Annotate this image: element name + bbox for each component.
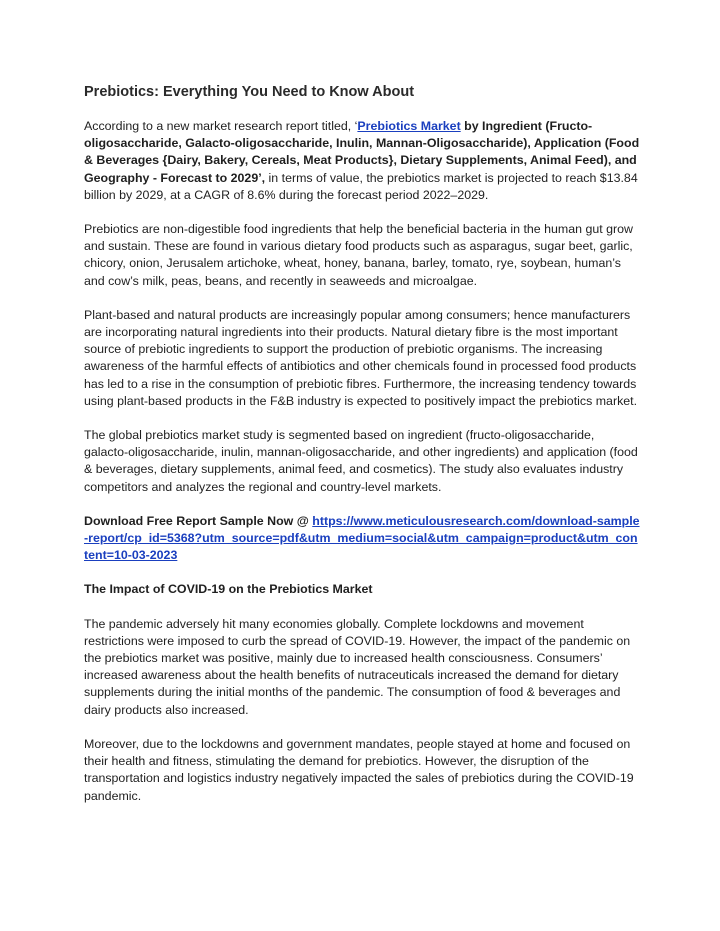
download-sample-link[interactable]: https://www.meticulousresearch.com/download-sample-report/cp_id=5368?utm_source=pdf&utm_medium=social&utm_campaign=product&utm_content=10-03-2023: [84, 513, 640, 563]
intro-pre: According to a new market research report titled, ‘: [84, 119, 358, 133]
covid-heading: The Impact of COVID-19 on the Prebiotics Market: [84, 582, 373, 597]
download-label: Download Free Report Sample Now @: [84, 513, 313, 528]
download-paragraph: [84, 513, 640, 565]
paragraph-covid-impact: The pandemic adversely hit many economies globally. Complete lockdowns and movement restrictions were imposed to curb the spread of COVID-19. However, the impact of the pandemic on the prebiotics market was positive, mainly due to increased health consciousness. Consumers’ increased awareness about the health benefits of nutraceuticals increased the demand for dietary supplements during the initial months of the pandemic. The consumption of food & beverages and dairy products also increased.: [84, 616, 631, 717]
paragraph-lockdowns: Moreover, due to the lockdowns and government mandates, people stayed at home and focused on their health and fitness, stimulating the demand for prebiotics. However, the disruption of the transportation and logistics industry negatively impacted the sales of prebiotics during the COVID-19 pandemic.: [84, 736, 634, 803]
document-page: [84, 84, 640, 822]
paragraph-segmentation: The global prebiotics market study is segmented based on ingredient (fructo-oligosaccharide, galacto-oligosaccharide, inulin, mannan-oligosaccharide, and other ingredients) and application (food & beverages, dietary supplements, animal feed, and cosmetics). The study also evaluates industry competitors and analyzes the regional and country-level markets.: [84, 428, 638, 494]
prebiotics-market-link[interactable]: Prebiotics Market: [357, 119, 461, 133]
document-title: Prebiotics: Everything You Need to Know About: [84, 84, 415, 100]
paragraph-plant-based: Plant-based and natural products are increasingly popular among consumers; hence manufacturers are incorporating natural ingredients into their products. Natural dietary fibre is the most important source of prebiotic ingredients to support the production of prebiotic organisms. The increasing awareness of the harmful effects of antibiotics and other chemicals found in processed food products has led to a rise in the consumption of prebiotic fibres. Furthermore, the increasing tendency towards using plant-based products in the F&B industry is expected to positively impact the prebiotics market.: [84, 307, 638, 408]
intro-report-title: by Ingredient (Fructo-oligosaccharide, Galacto-oligosaccharide, Inulin, Mannan-Oligosaccharide), Application (Food & Beverages {Dairy, Bakery, Cereals, Meat Products}, Dietary Supplements, Animal Feed), and Geography - Forecast to 2029’,: [84, 119, 640, 185]
intro-post: in terms of value, the prebiotics market is projected to reach $13.84 billion by 2029, at a CAGR of 8.6% during the forecast period 2022–2029.: [84, 170, 638, 202]
intro-paragraph: [84, 118, 640, 204]
paragraph-definition: Prebiotics are non-digestible food ingredients that help the beneficial bacteria in the human gut grow and sustain. These are found in various dietary food products such as asparagus, sugar beet, garlic, chicory, onion, Jerusalem artichoke, wheat, honey, banana, barley, tomato, rye, soybean, human’s and cow’s milk, peas, beans, and recently in seaweeds and microalgae.: [84, 222, 633, 288]
